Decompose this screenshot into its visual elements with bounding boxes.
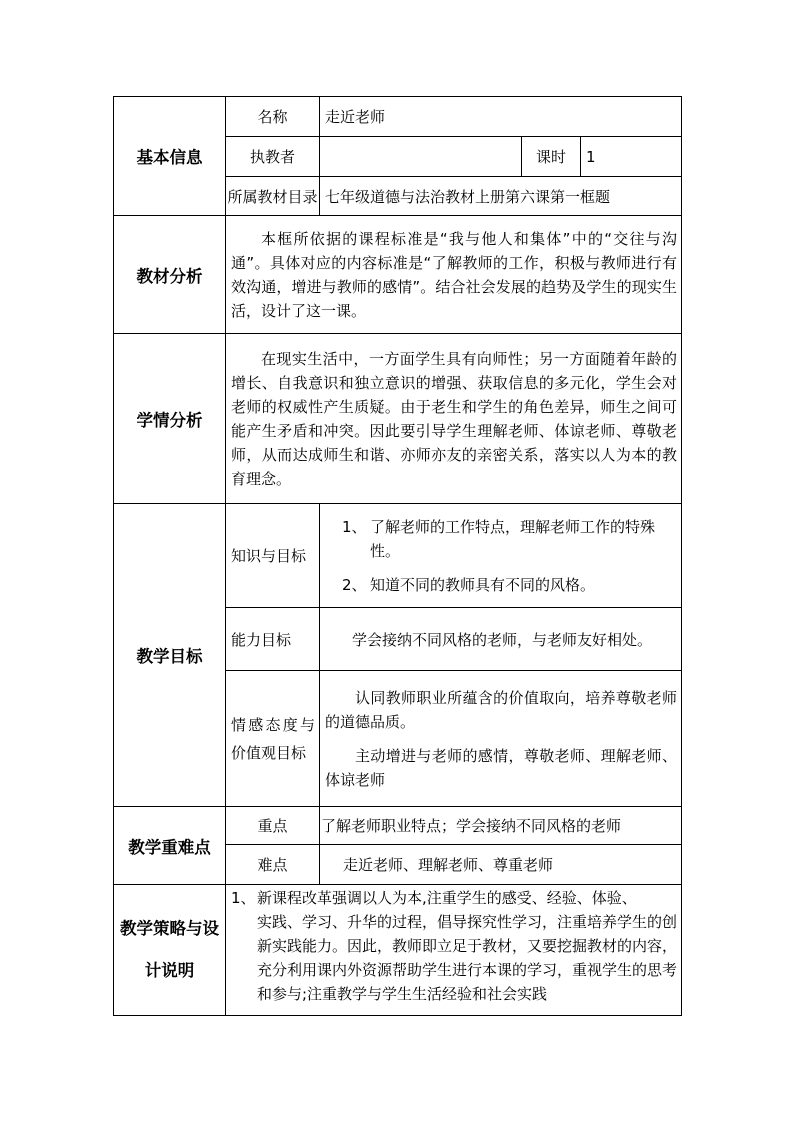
catalog-label: 所属教材目录 — [226, 177, 320, 216]
difficult-text: 走近老师、理解老师、尊重老师 — [320, 845, 682, 885]
emotion-text-2: 主动增进与老师的感情，尊敬老师、理解老师、体谅老师 — [325, 746, 678, 789]
knowledge-item-2 — [320, 573, 681, 597]
row-strategy — [114, 885, 682, 1016]
teacher-label: 执教者 — [226, 137, 320, 177]
student-analysis-text: 在现实生活中，一方面学生具有向师性；另一方面随着年龄的增长、自我意识和独立意识的增强、获取信息的多元化，学生会对老师的权威性产生质疑。由于老生和学生的角色差异，师生之间可能产生矛盾和冲突。因此要引导学生理解老师、体谅老师、尊敬老师，从而达成师生和谐、亦师亦友的亲密关系，落实以人为本的教育理念。 — [226, 334, 682, 504]
textbook-analysis-text: 本框所依据的课程标准是“我与他人和集体”中的“交往与沟通”。具体对应的内容标准是“了解教师的工作，积极与教师进行有效沟通，增进与教师的感情”。结合社会发展的趋势及学生的现实生活，设计了这一课。 — [226, 216, 682, 334]
ability-label: 能力目标 — [226, 608, 320, 671]
section-objectives: 教学目标 — [114, 504, 226, 807]
strategy-text: 实践、学习、升华的过程，倡导探究性学习，注重培养学生的创新实践能力。因此，教师即立足于教材，又要挖掘教材的内容，充分利用课内外资源帮助学生进行本课的学习，重视学生的思考和参与;注重教学与学生生活经验和社会实践 — [257, 913, 678, 1003]
knowledge-item-1 — [320, 515, 681, 563]
row-key-point — [114, 807, 682, 845]
strategy-cell — [226, 885, 682, 1016]
key-label: 重点 — [226, 807, 320, 845]
difficult-label: 难点 — [226, 845, 320, 885]
section-key-points: 教学重难点 — [114, 807, 226, 885]
emotion-cell — [320, 671, 682, 807]
knowledge-item-1-text: 了解老师的工作特点，理解老师工作的特殊性。 — [370, 517, 656, 560]
strategy-first-line: 新课程改革强调以人为本,注重学生的感受、经验、体验、 — [257, 889, 637, 907]
knowledge-item-2-num: 2、 — [342, 575, 367, 594]
section-basic-info: 基本信息 — [114, 97, 226, 216]
row-student-analysis — [114, 334, 682, 504]
strategy-num: 1、 — [231, 889, 256, 907]
emotion-label: 情感态度与价值观目标 — [226, 671, 320, 807]
key-text: 了解老师职业特点；学会接纳不同风格的老师 — [320, 807, 682, 845]
period-label: 课时 — [522, 137, 581, 177]
catalog-value: 七年级道德与法治教材上册第六课第一框题 — [320, 177, 682, 216]
row-name — [114, 97, 682, 137]
emotion-text-1: 认同教师职业所蕴含的价值取向，培养尊敬老师的道德品质。 — [325, 688, 678, 731]
teacher-value — [320, 137, 522, 177]
ability-text: 学会接纳不同风格的老师，与老师友好相处。 — [320, 608, 682, 671]
name-label: 名称 — [226, 97, 320, 137]
section-student-analysis: 学情分析 — [114, 334, 226, 504]
knowledge-label: 知识与目标 — [226, 504, 320, 608]
lesson-plan-table — [113, 96, 682, 1016]
row-textbook-analysis — [114, 216, 682, 334]
section-textbook-analysis: 教材分析 — [114, 216, 226, 334]
row-knowledge-objective — [114, 504, 682, 608]
section-strategy: 教学策略与设计说明 — [114, 885, 226, 1016]
name-value: 走近老师 — [320, 97, 682, 137]
knowledge-item-2-text: 知道不同的教师具有不同的风格。 — [370, 575, 596, 594]
period-value: 1 — [581, 137, 682, 177]
knowledge-item-1-num: 1、 — [342, 517, 367, 536]
knowledge-items — [320, 504, 682, 608]
